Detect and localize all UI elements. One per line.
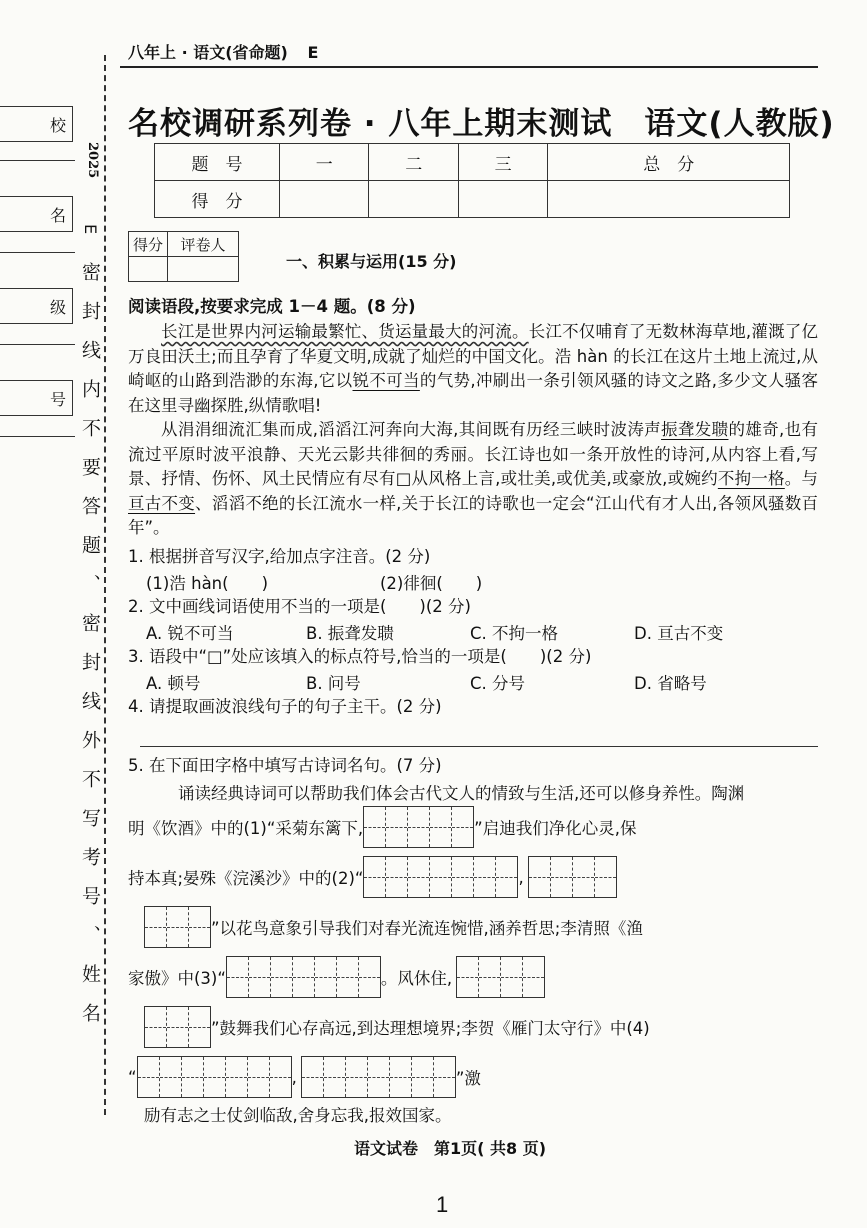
question-5: 5. 在下面田字格中填写古诗词名句。(7 分) bbox=[128, 756, 442, 775]
grid-answer-2b-part1[interactable] bbox=[528, 856, 617, 898]
passage-paragraph-2: 从涓涓细流汇集而成,滔滔江河奔向大海,其间既有历经三峡时波涛声振聋发聩的雄奇,也有流过平原时波平浪静、天光云影共徘徊的秀丽。长江诗也如一条开放性的诗河,从内容上看,写景、抒情、伤怀、风土民情应有尽有□从风格上言,或壮美,或优美,或豪放,或婉约不拘一格。与亘古不变、滔滔不绝的长江流水一样,关于长江的诗歌也一定会“江山代有才人出,各领风骚数百年”。 bbox=[128, 420, 819, 537]
question-1: 1. 根据拼音写汉字,给加点字注音。(2 分) bbox=[128, 547, 431, 566]
q3-option-b[interactable]: B. 问号 bbox=[306, 674, 361, 693]
underlined-word: 振聋发聩 bbox=[661, 420, 729, 439]
grader-score-label: 得分 bbox=[129, 232, 168, 257]
grid-answer-2a[interactable] bbox=[363, 856, 518, 898]
side-field-number: 号 bbox=[0, 380, 73, 416]
cell-total: 总 分 bbox=[548, 144, 790, 181]
question-3: 3. 语段中“□”处应该填入的标点符号,恰当的一项是( )(2 分) bbox=[128, 647, 592, 666]
underlined-word: 不拘一格 bbox=[717, 469, 785, 488]
grid-answer-4b[interactable] bbox=[301, 1056, 456, 1098]
header-subject: 八年上 · 语文(省命题) bbox=[128, 43, 288, 62]
q3-option-a[interactable]: A. 顿号 bbox=[146, 674, 201, 693]
page-footer: 语文试卷 第1页( 共8 页) bbox=[354, 1139, 547, 1158]
side-year: 2025 bbox=[85, 142, 100, 179]
q5-line-5: 家傲》中(3)“ 。风休住, bbox=[128, 956, 545, 998]
page-number: 1 bbox=[436, 1192, 449, 1217]
q1-item-b[interactable]: (2)徘徊( ) bbox=[380, 574, 483, 593]
side-field-class: 级 bbox=[0, 288, 73, 324]
q3-option-c[interactable]: C. 分号 bbox=[470, 674, 526, 693]
score-input-3[interactable] bbox=[458, 181, 547, 218]
grid-answer-1[interactable] bbox=[363, 806, 474, 848]
score-table-row bbox=[155, 144, 790, 181]
score-input-1[interactable] bbox=[280, 181, 369, 218]
side-field-name: 名 bbox=[0, 196, 73, 232]
side-rule bbox=[0, 344, 75, 345]
q5-line-3: 持本真;晏殊《浣溪沙》中的(2)“ , bbox=[128, 856, 617, 898]
grid-answer-3b-part1[interactable] bbox=[456, 956, 545, 998]
grader-box bbox=[128, 231, 239, 282]
q5-line-4: ”以花鸟意象引导我们对春光流连惋惜,涵养哲思;李清照《渔 bbox=[144, 906, 643, 948]
cell-part-3: 三 bbox=[458, 144, 547, 181]
q2-option-c[interactable]: C. 不拘一格 bbox=[470, 624, 559, 643]
side-rule bbox=[0, 252, 75, 253]
seal-warning-text: 密封线内不要答题、密封线外不写考号、姓名 bbox=[79, 262, 101, 1042]
q1-item-a[interactable]: (1)浩 hàn( ) bbox=[146, 574, 269, 593]
side-version: E bbox=[81, 224, 100, 245]
q5-line-7: “ , ”激 bbox=[128, 1056, 481, 1098]
grader-reviewer-cell[interactable] bbox=[168, 257, 239, 282]
q2-option-a[interactable]: A. 锐不可当 bbox=[146, 624, 234, 643]
underlined-word: 锐不可当 bbox=[352, 371, 420, 390]
score-input-total[interactable] bbox=[548, 181, 790, 218]
cell-label-score: 得 分 bbox=[155, 181, 280, 218]
header-text bbox=[128, 40, 318, 63]
reading-intro: 阅读语段,按要求完成 1－4 题。(8 分) bbox=[128, 297, 416, 316]
q4-answer-line[interactable] bbox=[140, 746, 818, 747]
header-version: E bbox=[307, 43, 319, 62]
passage-paragraph-1: 长江是世界内河运输最繁忙、货运量最大的河流。长江不仅哺育了无数林海草地,灌溉了亿万良田沃土;而且孕育了华夏文明,成就了灿烂的中国文化。浩 hàn 的长江在这片土地上流过,从崎岖的山路到浩渺的东海,它以锐不可当的气势,冲刷出一条引领风骚的诗文之路,多少文人骚客在这里寻幽探胜,纵情歌唱! bbox=[128, 322, 818, 415]
score-table-row bbox=[155, 181, 790, 218]
section-title: 一、积累与运用(15 分) bbox=[286, 252, 457, 271]
cell-label-question: 题 号 bbox=[155, 144, 280, 181]
side-field-school: 校 bbox=[0, 106, 73, 142]
grader-score-cell[interactable] bbox=[129, 257, 168, 282]
question-4: 4. 请提取画波浪线句子的句子主干。(2 分) bbox=[128, 697, 442, 716]
q5-line-2: 明《饮酒》中的(1)“采菊东篱下, ”启迪我们净化心灵,保 bbox=[128, 806, 636, 848]
wavy-sentence: 长江是世界内河运输最繁忙、货运量最大的河流。 bbox=[161, 322, 529, 341]
cell-part-1: 一 bbox=[280, 144, 369, 181]
page-title: 名校调研系列卷 · 八年上期末测试 语文(人教版) bbox=[128, 106, 835, 142]
score-input-2[interactable] bbox=[369, 181, 458, 218]
grid-answer-3a[interactable] bbox=[226, 956, 381, 998]
score-table bbox=[154, 143, 790, 218]
underlined-word: 亘古不变 bbox=[128, 493, 196, 513]
q3-option-d[interactable]: D. 省略号 bbox=[634, 674, 707, 693]
grid-answer-4a[interactable] bbox=[137, 1056, 292, 1098]
header-rule bbox=[120, 66, 818, 68]
cell-part-2: 二 bbox=[369, 144, 458, 181]
side-rule bbox=[0, 160, 75, 161]
q2-option-b[interactable]: B. 振聋发聩 bbox=[306, 624, 394, 643]
q2-option-d[interactable]: D. 亘古不变 bbox=[634, 624, 724, 643]
grid-answer-3b-part2[interactable] bbox=[144, 1006, 211, 1048]
q5-line-6: ”鼓舞我们心存高远,到达理想境界;李贺《雁门太守行》中(4) bbox=[144, 1006, 650, 1048]
seal-dashed-line bbox=[104, 55, 106, 1115]
question-2: 2. 文中画线词语使用不当的一项是( )(2 分) bbox=[128, 597, 471, 616]
grader-reviewer-label: 评卷人 bbox=[168, 232, 239, 257]
q5-line-1: 诵读经典诗词可以帮助我们体会古代文人的情致与生活 ,还可以修身养性。陶渊 bbox=[178, 784, 745, 803]
side-rule bbox=[0, 436, 75, 437]
grid-answer-2b-part2[interactable] bbox=[144, 906, 211, 948]
q5-line-8: 励有志之士仗剑临敌,舍身忘我,报效国家。 bbox=[144, 1106, 452, 1125]
